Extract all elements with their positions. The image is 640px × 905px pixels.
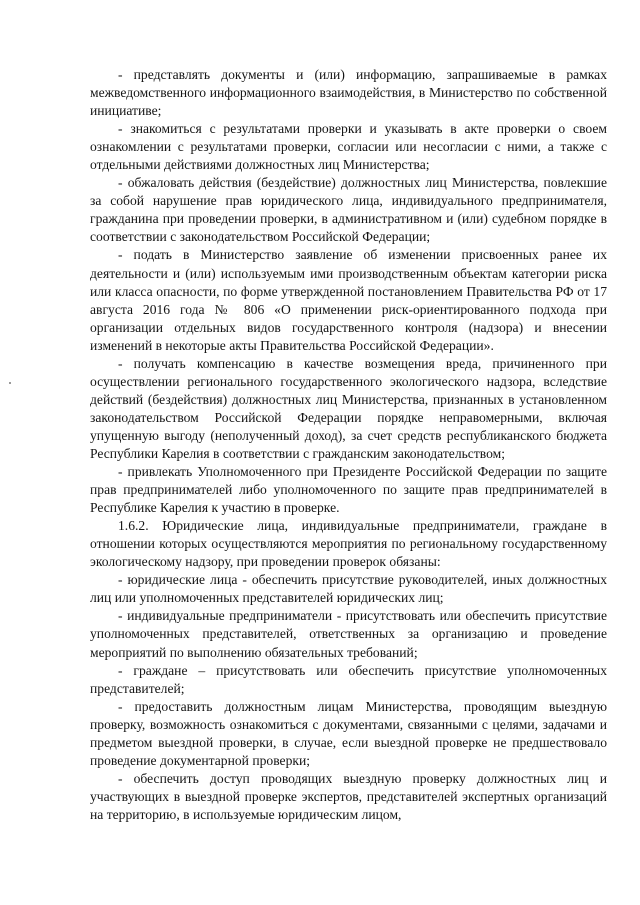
paragraph-duty-entrepreneurs: - индивидуальные предприниматели - присутствовать или обеспечить присутствие уполномоченных представителей, ответственных за организацию и проведение мероприятий по выполнению обязательных требований;: [90, 608, 607, 660]
paragraph-right-review-results: - знакомиться с результатами проверки и указывать в акте проверки о своем ознакомлении с результатами проверки, согласии или несогласии с ними, а также с отдельными действиями должностных лиц Министерства;: [90, 121, 607, 173]
paragraph-right-appeal-actions: - обжаловать действия (бездействие) должностных лиц Министерства, повлекшие за собой нарушение прав юридического лица, индивидуального предпринимателя, гражданина при проведении проверки, в административном и (или) судебном порядке в соответствии с законодательством Российской Федерации;: [90, 175, 607, 245]
paragraph-duty-legal-entities: - юридические лица - обеспечить присутствие руководителей, иных должностных лиц или уполномоченных представителей юридических лиц;: [90, 572, 607, 606]
scan-speck: [9, 382, 11, 384]
paragraph-duty-provide-access-documents: - предоставить должностным лицам Министерства, проводящим выездную проверку, возможность ознакомиться с документами, связанными с целями, задачами и предметом выездной проверки, в случае, если выездной проверке не предшествовало проведение документарной проверки;: [90, 698, 607, 768]
paragraph-right-receive-compensation: - получать компенсацию в качестве возмещения вреда, причиненного при осуществлении регионального государственного экологического надзора, вследствие действий (бездействия) должностных лиц Министерства, признанных в установленном законодательством Российской Федерации порядке неправомерными, включая упущенную выгоду (неполученный доход), за счет средств республиканского бюджета Республики Карелия в соответствии с гражданским законодательством;: [90, 355, 607, 461]
paragraph-right-change-risk-category: - подать в Министерство заявление об изменении присвоенных ранее их деятельности и (или) используемым ими производственным объектам категории риска или класса опасности, по форме утвержденной постановлением Правительства РФ от 17 августа 2016 года № 806 «О применении риск-ориентированного подхода при организации отдельных видов государственного контроля (надзора) и внесении изменений в некоторые акты Правительства Российской Федерации».: [90, 247, 607, 353]
document-page: [90, 66, 607, 824]
paragraph-right-involve-ombudsman: - привлекать Уполномоченного при Президенте Российской Федерации по защите прав предпринимателей либо уполномоченного по защите прав предпринимателей в Республике Карелия к участию в проверке.: [90, 464, 607, 516]
paragraph-section-1-6-2: 1.6.2. Юридические лица, индивидуальные предприниматели, граждане в отношении которых осуществляются мероприятия по региональному государственному экологическому надзору, при проведении проверок обязаны:: [90, 518, 607, 570]
paragraph-duty-provide-access-territory: - обеспечить доступ проводящих выездную проверку должностных лиц и участвующих в выездной проверке экспертов, представителей экспертных организаций на территорию, в используемые юридическим лицом,: [90, 770, 607, 822]
paragraph-duty-citizens: - граждане – присутствовать или обеспечить присутствие уполномоченных представителей;: [90, 662, 607, 696]
paragraph-right-submit-documents: - представлять документы и (или) информацию, запрашиваемые в рамках межведомственного информационного взаимодействия, в Министерство по собственной инициативе;: [90, 67, 607, 119]
